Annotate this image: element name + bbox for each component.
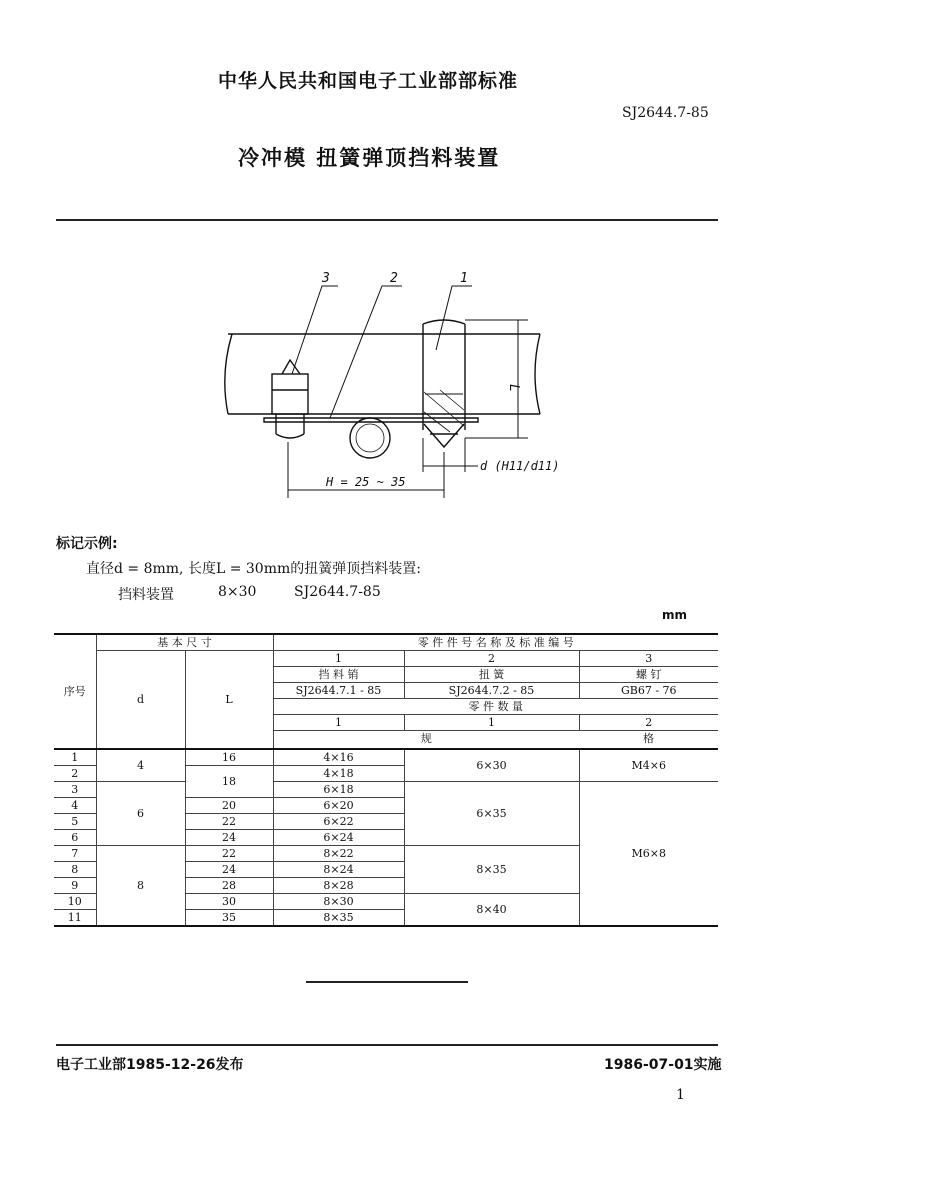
document-title: 冷冲模 扭簧弹顶挡料装置 [238,146,501,170]
parts-header: 零 件 件 号 名 称 及 标 准 编 号 [273,634,718,651]
dim-d-label: d (H11/d11) [480,459,560,473]
marking-example-code: SJ2644.7-85 [294,584,381,600]
row-no: 3 [54,782,96,798]
unit-label: mm [662,608,688,622]
dim-L-label: L [506,384,521,392]
row-spring: 6×30 [404,749,579,782]
row-pin: 6×18 [273,782,404,798]
leader-3 [292,286,338,374]
dim-d-line [423,438,478,472]
part-no-1: 1 [273,651,404,667]
callout-labels [321,271,559,489]
spec-header-right: 格 [643,732,654,745]
row-spring: 8×40 [404,894,579,927]
end-mark-rule [306,981,468,983]
table-row [54,782,718,798]
row-screw: M4×6 [579,749,718,782]
row-pin: 6×20 [273,798,404,814]
table-row [54,749,718,766]
part-name-3: 螺 钉 [579,667,718,683]
row-pin: 6×24 [273,830,404,846]
row-spring: 8×35 [404,846,579,894]
marking-example-size: 8×30 [218,584,257,600]
row-no: 11 [54,910,96,927]
row-L: 24 [185,862,273,878]
d-header: d [96,651,185,750]
row-pin: 4×18 [273,766,404,782]
dim-H-label: H = 25 ~ 35 [326,475,406,489]
row-pin: 8×22 [273,846,404,862]
row-no: 6 [54,830,96,846]
effective-date: 1986-07-01实施 [604,1057,722,1073]
row-no: 7 [54,846,96,862]
leader-1 [436,286,472,350]
seq-header: 序号 [54,634,96,749]
standard-code: SJ2644.7-85 [622,105,709,121]
row-pin: 8×28 [273,878,404,894]
L-header: L [185,651,273,750]
row-L: 18 [185,766,273,798]
basic-dims-header: 基 本 尺 寸 [96,634,273,651]
part-std-1: SJ2644.7.1 - 85 [273,683,404,699]
ministry-standard-heading: 中华人民共和国电子工业部部标准 [218,70,519,92]
assembly-drawing [210,262,560,502]
row-no: 5 [54,814,96,830]
callout-2: 2 [390,271,398,286]
row-pin: 8×30 [273,894,404,910]
leader-2 [330,286,402,418]
qty-header: 零 件 数 量 [273,699,718,715]
row-L: 20 [185,798,273,814]
row-L: 22 [185,814,273,830]
row-L: 35 [185,910,273,927]
row-no: 1 [54,749,96,766]
marking-example-name: 挡料装置 [118,587,174,603]
marking-heading: 标记示例: [56,536,118,552]
part-std-3: GB67 - 76 [579,683,718,699]
qty-3: 2 [579,715,718,731]
part-name-2: 扭 簧 [404,667,579,683]
stop-pin [423,320,465,447]
spec-table [54,633,718,927]
row-L: 24 [185,830,273,846]
row-pin: 6×22 [273,814,404,830]
part-name-1: 挡 料 销 [273,667,404,683]
qty-1: 1 [273,715,404,731]
dim-L-line [465,320,528,438]
row-spring: 6×35 [404,782,579,846]
row-pin: 8×24 [273,862,404,878]
qty-2: 1 [404,715,579,731]
row-L: 22 [185,846,273,862]
row-no: 8 [54,862,96,878]
callout-1: 1 [460,271,468,286]
row-d: 6 [96,782,185,846]
row-L: 16 [185,749,273,766]
row-pin: 8×35 [273,910,404,927]
row-L: 28 [185,878,273,894]
row-no: 9 [54,878,96,894]
row-pin: 4×16 [273,749,404,766]
part-no-2: 2 [404,651,579,667]
row-d: 4 [96,749,185,782]
page-number: 1 [676,1087,685,1103]
spec-header-left: 规 [273,731,579,747]
footer-rule [56,1044,718,1046]
row-no: 4 [54,798,96,814]
row-no: 2 [54,766,96,782]
part-no-3: 3 [579,651,718,667]
header-rule [56,219,718,221]
marking-description: 直径d = 8mm, 长度L = 30mm的扭簧弹顶挡料装置: [86,561,421,577]
dim-H-line [288,442,444,498]
row-L: 30 [185,894,273,910]
callout-3: 3 [322,271,330,286]
row-screw: M6×8 [579,782,718,927]
part-std-2: SJ2644.7.2 - 85 [404,683,579,699]
row-d: 8 [96,846,185,927]
screw [272,360,308,438]
issue-date: 电子工业部1985-12-26发布 [56,1057,244,1073]
row-no: 10 [54,894,96,910]
